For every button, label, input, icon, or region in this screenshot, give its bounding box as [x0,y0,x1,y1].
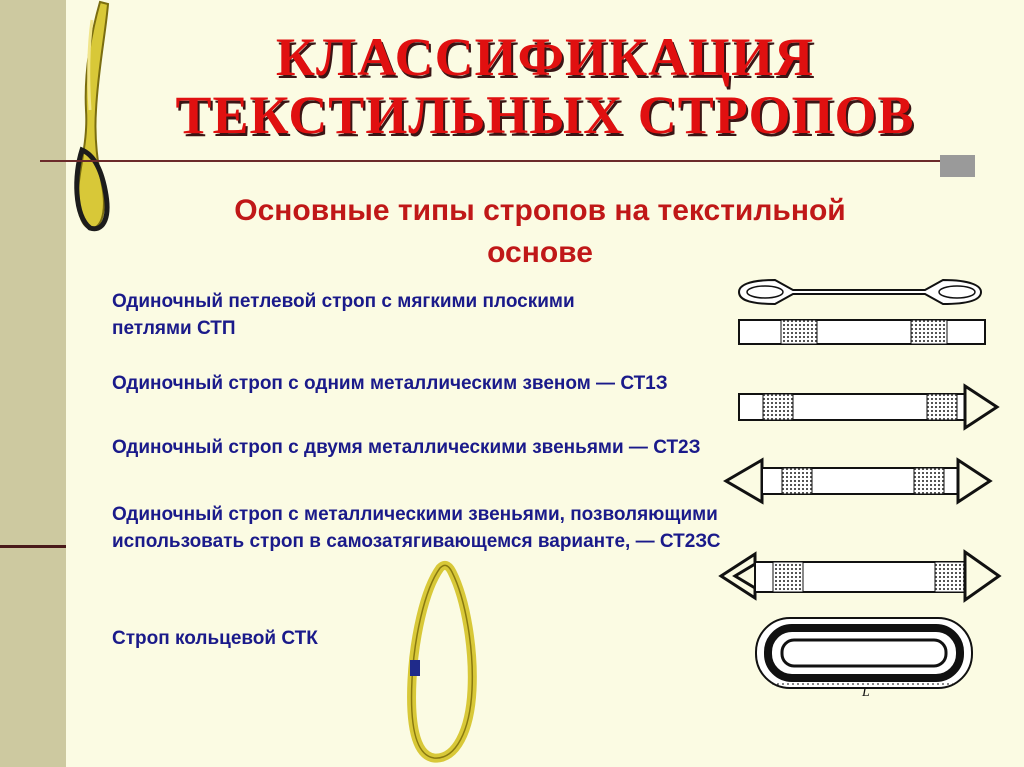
item-stk [112,625,318,652]
item-st2zs-line-1: Одиночный строп с металлическими звеньями, позволяющими [112,504,718,525]
st2z-sling-drawing [718,456,998,508]
left-bar-divider [0,545,66,548]
title-line-1: КЛАССИФИКАЦИЯ [275,27,815,87]
left-decor-bar [0,0,66,767]
item-st2z-line-1: Одиночный строп с двумя металлическими звеньями — СТ2З [112,437,701,458]
item-st1z-line-1: Одиночный строп с одним металлическим звеном — СТ1З [112,373,668,394]
title-line-2: ТЕКСТИЛЬНЫХ СТРОПОВ [175,85,915,145]
item-st1z [112,370,668,397]
section-subtitle [100,190,980,274]
st1z-sling-drawing [735,382,1005,434]
title-underline-accent [940,155,975,177]
drawing-length-label: L [862,685,870,700]
subtitle-line-1: Основные типы стропов на текстильной [234,194,846,227]
page-title [70,28,1020,144]
title-underline [40,160,950,162]
item-stk-line-1: Строп кольцевой СТК [112,628,318,649]
stp-sling-drawing [735,272,995,352]
item-stp-line-1: Одиночный петлевой строп с мягкими плоскими [112,291,575,312]
subtitle-line-2: основе [487,236,593,269]
item-stp-line-2: петлями СТП [112,318,236,339]
ring-sling-photo [400,560,490,765]
st2zs-sling-drawing [715,548,1005,608]
stk-ring-sling-drawing [752,612,980,700]
item-st2z [112,434,701,461]
item-st2zs-line-2: использовать строп в самозатягивающемся варианте, — СТ2ЗС [112,531,721,552]
item-stp [112,288,575,342]
item-st2zs [112,501,720,555]
